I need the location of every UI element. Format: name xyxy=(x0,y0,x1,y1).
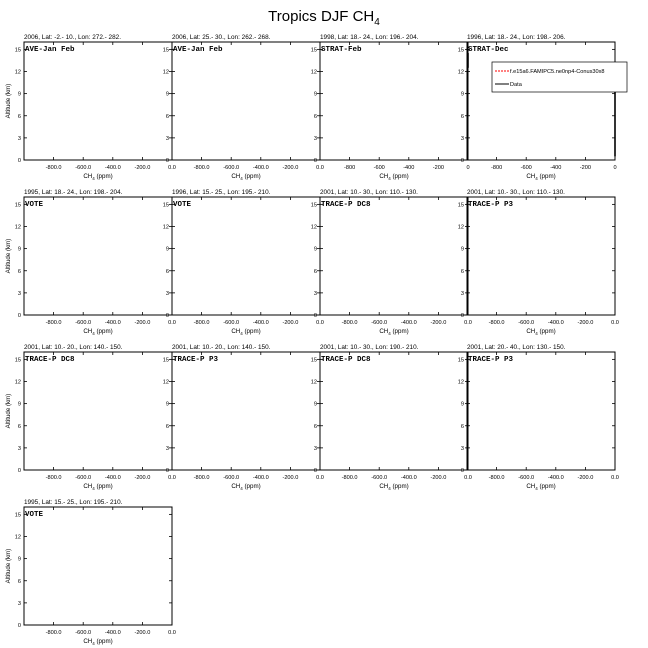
x-tick-label: -800.0 xyxy=(341,320,358,326)
x-axis-label xyxy=(526,483,555,491)
campaign-label: VOTE xyxy=(25,201,44,209)
campaign-label: STRAT-Dec xyxy=(468,46,509,54)
x-tick-label: 0.0 xyxy=(316,320,324,326)
y-tick-label: 0 xyxy=(165,158,169,164)
panel-header: 1998, Lat: 18.- 24., Lon: 196.- 204. xyxy=(320,34,419,41)
y-tick-label: 3 xyxy=(17,290,21,297)
y-axis-label: Altitude (km) xyxy=(5,238,12,274)
campaign-label: TRACE-P P3 xyxy=(468,356,514,364)
y-tick-label: 3 xyxy=(17,135,21,142)
y-tick-label: 0 xyxy=(313,313,317,319)
y-tick-label: 9 xyxy=(313,401,317,408)
x-tick-label: 0.0 xyxy=(168,320,176,326)
chart-panel-4 xyxy=(458,34,627,181)
y-tick-label: 12 xyxy=(310,379,317,386)
x-axis-label-unit: (ppm) xyxy=(242,173,261,180)
x-tick-label: -200.0 xyxy=(430,475,447,481)
x-axis-label-ch: CH xyxy=(83,173,93,180)
x-axis-label-sub: 4 xyxy=(240,331,243,336)
x-axis-label-ch: CH xyxy=(379,483,389,490)
x-axis-label-ch: CH xyxy=(526,173,536,180)
x-tick-label: -600.0 xyxy=(223,165,240,171)
x-tick-label: -200.0 xyxy=(577,475,594,481)
y-tick-label: 12 xyxy=(310,69,317,76)
y-tick-label: 0 xyxy=(17,158,21,164)
y-tick-label: 9 xyxy=(313,91,317,98)
panel-header: 2001, Lat: 10.- 30., Lon: 190.- 210. xyxy=(320,344,419,351)
y-tick-label: 6 xyxy=(17,268,21,275)
y-tick-label: 0 xyxy=(460,158,464,164)
x-axis-label-sub: 4 xyxy=(388,331,391,336)
x-tick-label: -200 xyxy=(432,165,445,171)
panel-header: 2001, Lat: 10.- 20., Lon: 140.- 150. xyxy=(24,344,123,351)
y-tick-label: 12 xyxy=(162,69,169,76)
x-tick-label: -600.0 xyxy=(75,320,92,326)
x-axis-label-ch: CH xyxy=(526,328,536,335)
y-tick-label: 6 xyxy=(460,268,464,275)
x-tick-label: -800.0 xyxy=(488,475,505,481)
y-tick-label: 9 xyxy=(17,401,21,408)
x-tick-label: -400.0 xyxy=(104,475,121,481)
y-tick-label: 6 xyxy=(165,268,169,275)
panel-header: 2006, Lat: 25.- 30., Lon: 262.- 268. xyxy=(172,34,271,41)
x-axis-label-sub: 4 xyxy=(92,331,95,336)
y-tick-label: 15 xyxy=(457,47,464,54)
plot-frame xyxy=(320,197,468,315)
y-tick-label: 0 xyxy=(313,468,317,474)
x-axis-label xyxy=(83,483,112,491)
plot-frame xyxy=(172,197,320,315)
y-tick-label: 0 xyxy=(460,313,464,319)
y-tick-label: 15 xyxy=(162,357,169,364)
x-tick-label: -200.0 xyxy=(282,165,299,171)
x-axis-label-sub: 4 xyxy=(240,176,243,181)
y-axis-label: Altitude (km) xyxy=(5,548,12,584)
plot-frame xyxy=(24,197,172,315)
plot-frame xyxy=(320,352,468,470)
x-tick-label: 0.0 xyxy=(168,165,176,171)
y-tick-label: 15 xyxy=(14,357,21,364)
campaign-label: VOTE xyxy=(173,201,192,209)
y-tick-label: 15 xyxy=(310,47,317,54)
x-tick-label: 0.0 xyxy=(168,475,176,481)
x-tick-label: -400.0 xyxy=(104,320,121,326)
x-tick-label: -800.0 xyxy=(193,165,210,171)
x-tick-label: -600 xyxy=(373,165,385,171)
y-axis-label: Altitude (km) xyxy=(5,393,12,429)
x-tick-label: -400.0 xyxy=(252,165,269,171)
x-axis-label-unit: (ppm) xyxy=(94,328,113,335)
y-tick-label: 9 xyxy=(460,401,464,408)
y-tick-label: 6 xyxy=(313,268,317,275)
x-tick-label: -600.0 xyxy=(518,475,535,481)
y-tick-label: 12 xyxy=(14,379,21,386)
panel-header: 2001, Lat: 10.- 30., Lon: 110.- 130. xyxy=(320,189,418,196)
y-tick-label: 15 xyxy=(162,202,169,209)
x-axis-label-unit: (ppm) xyxy=(242,483,261,490)
x-axis-label-ch: CH xyxy=(83,328,93,335)
x-tick-label: -800.0 xyxy=(45,630,62,636)
x-axis-label-unit: (ppm) xyxy=(94,638,113,645)
plot-frame xyxy=(24,42,172,160)
y-tick-label: 0 xyxy=(460,468,464,474)
y-tick-label: 15 xyxy=(457,202,464,209)
x-axis-label-sub: 4 xyxy=(388,176,391,181)
chart-panel-10 xyxy=(163,344,324,491)
x-tick-label: 0.0 xyxy=(611,475,619,481)
x-axis-label-ch: CH xyxy=(379,173,389,180)
campaign-label: TRACE-P P3 xyxy=(468,201,514,209)
x-axis-label-sub: 4 xyxy=(92,486,95,491)
campaign-label: STRAT-Feb xyxy=(321,46,362,54)
x-axis-label-unit: (ppm) xyxy=(390,483,409,490)
y-tick-label: 3 xyxy=(17,445,21,452)
legend xyxy=(492,62,627,92)
x-tick-label: -400.0 xyxy=(400,475,417,481)
chart-panel-6 xyxy=(163,189,324,336)
x-tick-label: 0.0 xyxy=(464,475,472,481)
x-axis-label-ch: CH xyxy=(379,328,389,335)
x-tick-label: -200.0 xyxy=(430,320,447,326)
y-tick-label: 12 xyxy=(310,224,317,231)
y-tick-label: 6 xyxy=(165,423,169,430)
x-axis-label xyxy=(83,173,112,181)
x-tick-label: -200.0 xyxy=(577,320,594,326)
x-tick-label: -800.0 xyxy=(341,475,358,481)
y-tick-label: 15 xyxy=(310,202,317,209)
y-tick-label: 0 xyxy=(17,468,21,474)
x-tick-label: -600.0 xyxy=(223,320,240,326)
x-axis-label-ch: CH xyxy=(526,483,536,490)
y-tick-label: 9 xyxy=(165,401,169,408)
x-tick-label: -800 xyxy=(490,165,503,171)
x-axis-label-ch: CH xyxy=(231,483,241,490)
x-axis-label-ch: CH xyxy=(83,638,93,645)
legend-model-label: f.e15a6.FAMIPC5.ne0np4-Conus30x8 xyxy=(510,69,605,75)
x-tick-label: -600.0 xyxy=(75,475,92,481)
plot-frame xyxy=(320,42,468,160)
plot-frame xyxy=(172,42,320,160)
x-tick-label: -200.0 xyxy=(134,165,151,171)
x-axis-label xyxy=(379,173,408,181)
x-tick-label: -200 xyxy=(579,165,592,171)
x-axis-label xyxy=(231,173,260,181)
y-tick-label: 9 xyxy=(17,246,21,253)
y-tick-label: 3 xyxy=(313,135,317,142)
x-tick-label: -800.0 xyxy=(45,320,62,326)
panel-header: 2001, Lat: 10.- 30., Lon: 110.- 130. xyxy=(467,189,565,196)
x-tick-label: 0.0 xyxy=(611,320,619,326)
y-tick-label: 12 xyxy=(162,224,169,231)
y-tick-label: 6 xyxy=(17,578,21,585)
y-tick-label: 15 xyxy=(310,357,317,364)
x-axis-label-sub: 4 xyxy=(535,486,538,491)
plot-frame xyxy=(467,352,615,470)
figure-title-text: Tropics DJF CH xyxy=(268,8,375,25)
figure-title-subscript: 4 xyxy=(374,17,380,28)
x-axis-label-sub: 4 xyxy=(388,486,391,491)
y-tick-label: 3 xyxy=(460,445,464,452)
x-tick-label: -800.0 xyxy=(45,165,62,171)
y-tick-label: 15 xyxy=(14,202,21,209)
chart-panel-1 xyxy=(5,34,176,181)
y-tick-label: 6 xyxy=(165,113,169,120)
x-tick-label: 0 xyxy=(466,165,470,171)
x-tick-label: -400.0 xyxy=(104,165,121,171)
x-axis-label-sub: 4 xyxy=(240,486,243,491)
campaign-label: AVE-Jan Feb xyxy=(173,46,223,54)
panel-header: 2001, Lat: 20.- 40., Lon: 130.- 150. xyxy=(467,344,566,351)
x-tick-label: -400.0 xyxy=(252,475,269,481)
x-tick-label: -800 xyxy=(343,165,356,171)
x-tick-label: -600.0 xyxy=(75,165,92,171)
y-tick-label: 12 xyxy=(457,69,464,76)
x-axis-label-unit: (ppm) xyxy=(390,328,409,335)
campaign-label: AVE-Jan Feb xyxy=(25,46,75,54)
x-tick-label: 0 xyxy=(613,165,617,171)
x-tick-label: 0.0 xyxy=(316,165,324,171)
campaign-label: VOTE xyxy=(25,511,44,519)
x-tick-label: -200.0 xyxy=(282,320,299,326)
plot-frame xyxy=(467,42,615,160)
x-tick-label: -800.0 xyxy=(193,320,210,326)
x-axis-label-unit: (ppm) xyxy=(537,328,556,335)
y-tick-label: 0 xyxy=(17,623,21,629)
y-tick-label: 6 xyxy=(460,113,464,120)
x-tick-label: -800.0 xyxy=(193,475,210,481)
chart-panel-12 xyxy=(458,344,619,491)
x-axis-label xyxy=(379,483,408,491)
y-tick-label: 0 xyxy=(17,313,21,319)
y-tick-label: 3 xyxy=(460,135,464,142)
y-tick-label: 12 xyxy=(457,379,464,386)
chart-panel-3 xyxy=(311,34,470,181)
y-tick-label: 9 xyxy=(313,246,317,253)
y-tick-label: 0 xyxy=(313,158,317,164)
plot-frame xyxy=(24,507,172,625)
x-axis-label-unit: (ppm) xyxy=(242,328,261,335)
campaign-label: TRACE-P P3 xyxy=(173,356,219,364)
plot-frame xyxy=(172,352,320,470)
chart-panel-11 xyxy=(311,344,472,491)
y-tick-label: 9 xyxy=(17,91,21,98)
x-tick-label: -600.0 xyxy=(371,320,388,326)
y-tick-label: 12 xyxy=(14,224,21,231)
y-tick-label: 9 xyxy=(165,246,169,253)
x-axis-label-unit: (ppm) xyxy=(390,173,409,180)
x-tick-label: -400.0 xyxy=(400,320,417,326)
y-tick-label: 0 xyxy=(165,468,169,474)
y-tick-label: 9 xyxy=(17,556,21,563)
panel-header: 1996, Lat: 18.- 24., Lon: 198.- 206. xyxy=(467,34,566,41)
y-tick-label: 6 xyxy=(17,423,21,430)
x-axis-label-unit: (ppm) xyxy=(537,173,556,180)
chart-panel-13 xyxy=(5,499,176,646)
x-axis-label-sub: 4 xyxy=(92,176,95,181)
plot-frame xyxy=(24,352,172,470)
x-axis-label xyxy=(83,328,112,336)
y-tick-label: 6 xyxy=(313,423,317,430)
x-tick-label: -600.0 xyxy=(518,320,535,326)
panel-header: 1995, Lat: 15.- 25., Lon: 195.- 210. xyxy=(24,499,123,506)
x-tick-label: -800.0 xyxy=(488,320,505,326)
x-axis-label-sub: 4 xyxy=(535,176,538,181)
x-tick-label: -600 xyxy=(520,165,532,171)
y-tick-label: 9 xyxy=(165,91,169,98)
panel-header: 1996, Lat: 15.- 25., Lon: 195.- 210. xyxy=(172,189,271,196)
x-tick-label: 0.0 xyxy=(464,320,472,326)
y-tick-label: 9 xyxy=(460,91,464,98)
y-tick-label: 12 xyxy=(457,224,464,231)
x-tick-label: -600.0 xyxy=(223,475,240,481)
x-axis-label-unit: (ppm) xyxy=(94,173,113,180)
x-tick-label: -800.0 xyxy=(45,475,62,481)
x-axis-label xyxy=(526,328,555,336)
y-tick-label: 3 xyxy=(313,445,317,452)
x-tick-label: -200.0 xyxy=(134,630,151,636)
y-tick-label: 3 xyxy=(165,290,169,297)
y-tick-label: 15 xyxy=(14,47,21,54)
x-tick-label: 0.0 xyxy=(168,630,176,636)
x-axis-label-ch: CH xyxy=(83,483,93,490)
x-tick-label: -400 xyxy=(403,165,415,171)
x-tick-label: -200.0 xyxy=(134,475,151,481)
x-axis-label-unit: (ppm) xyxy=(537,483,556,490)
x-axis-label-ch: CH xyxy=(231,328,241,335)
y-axis-label: Altitude (km) xyxy=(5,83,12,119)
x-tick-label: -400 xyxy=(550,165,562,171)
chart-panel-9 xyxy=(5,344,176,491)
x-axis-label-sub: 4 xyxy=(92,641,95,646)
x-tick-label: -400.0 xyxy=(104,630,121,636)
x-axis-label-ch: CH xyxy=(231,173,241,180)
x-axis-label xyxy=(526,173,555,181)
y-tick-label: 3 xyxy=(460,290,464,297)
campaign-label: TRACE-P DC8 xyxy=(321,201,371,209)
y-tick-label: 3 xyxy=(165,135,169,142)
y-tick-label: 3 xyxy=(313,290,317,297)
x-axis-label xyxy=(379,328,408,336)
x-axis-label xyxy=(83,638,112,646)
x-tick-label: -400.0 xyxy=(547,475,564,481)
x-axis-label xyxy=(231,483,260,491)
x-axis-label-sub: 4 xyxy=(535,331,538,336)
y-tick-label: 12 xyxy=(14,69,21,76)
x-tick-label: -200.0 xyxy=(134,320,151,326)
panel-header: 2001, Lat: 10.- 20., Lon: 140.- 150. xyxy=(172,344,271,351)
chart-panel-2 xyxy=(163,34,324,181)
y-tick-label: 12 xyxy=(14,534,21,541)
x-tick-label: -600.0 xyxy=(371,475,388,481)
x-tick-label: -200.0 xyxy=(282,475,299,481)
y-tick-label: 12 xyxy=(162,379,169,386)
chart-panel-5 xyxy=(5,189,176,336)
y-tick-label: 3 xyxy=(17,600,21,607)
y-tick-label: 6 xyxy=(313,113,317,120)
campaign-label: TRACE-P DC8 xyxy=(25,356,75,364)
x-tick-label: -600.0 xyxy=(75,630,92,636)
campaign-label: TRACE-P DC8 xyxy=(321,356,371,364)
plot-frame xyxy=(467,197,615,315)
panel-header: 2006, Lat: -2.- 10., Lon: 272.- 282. xyxy=(24,34,121,41)
y-tick-label: 3 xyxy=(165,445,169,452)
x-tick-label: -400.0 xyxy=(252,320,269,326)
y-tick-label: 0 xyxy=(165,313,169,319)
y-tick-label: 6 xyxy=(17,113,21,120)
panel-header: 1995, Lat: 18.- 24., Lon: 198.- 204. xyxy=(24,189,123,196)
legend-data-label: Data xyxy=(510,82,522,88)
y-tick-label: 9 xyxy=(460,246,464,253)
x-axis-label-unit: (ppm) xyxy=(94,483,113,490)
y-tick-label: 6 xyxy=(460,423,464,430)
x-tick-label: -400.0 xyxy=(547,320,564,326)
y-tick-label: 15 xyxy=(457,357,464,364)
y-tick-label: 15 xyxy=(14,512,21,519)
x-axis-label xyxy=(231,328,260,336)
y-tick-label: 15 xyxy=(162,47,169,54)
chart-panel-8 xyxy=(458,189,619,336)
chart-panel-7 xyxy=(311,189,472,336)
x-tick-label: 0.0 xyxy=(316,475,324,481)
